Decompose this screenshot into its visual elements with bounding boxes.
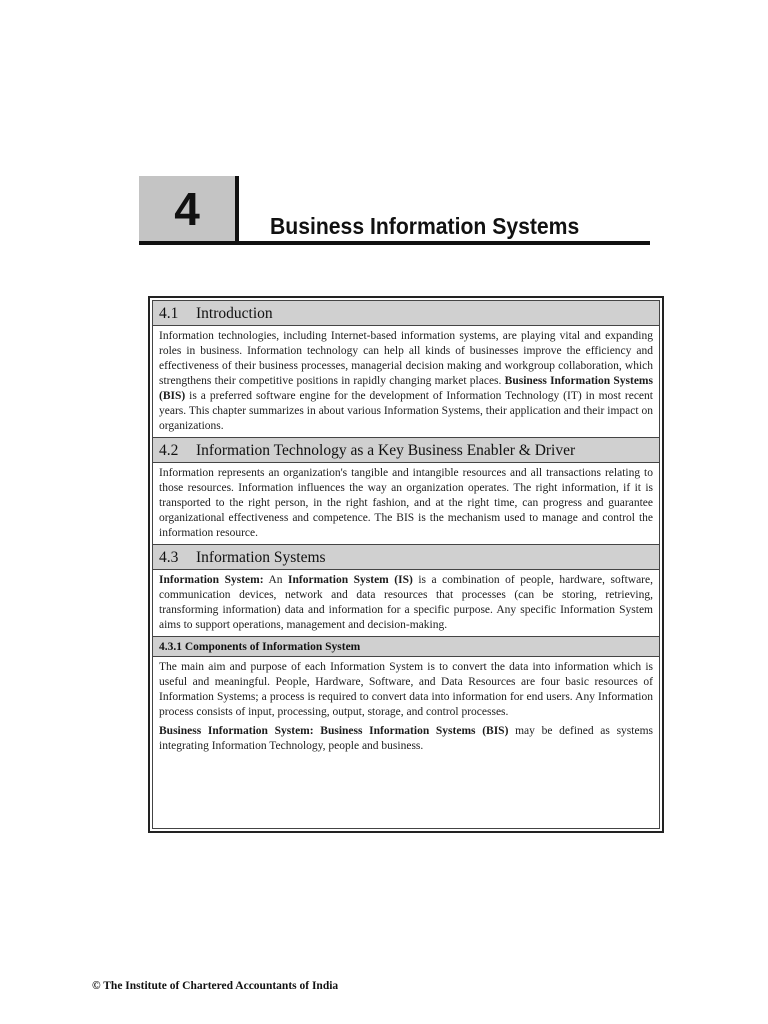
section-title: Information Systems	[196, 549, 326, 566]
section-4-2-body	[153, 463, 659, 545]
body-text: is a preferred software engine for the development of Information Technology (IT) in most recent years. This chapter summarizes in about various Information Systems, their application and their impact on organizations.	[159, 390, 653, 432]
paragraph: Information represents an organization's tangible and intangible resources and all transactions relating to those resources. Information influences the way an organization operates. The right information, if it is transported to the right person, in the right fashion, and at the right time, can progress and guarantee organizational effectiveness and competence. The BIS is the mechanism used to manage and control the information resource.	[159, 467, 653, 539]
chapter-title: Business Information Systems	[270, 213, 580, 239]
body-bold-text: Information System:	[159, 574, 264, 586]
section-title: Information Technology as a Key Business Enabler & Driver	[196, 442, 576, 459]
section-title: Introduction	[196, 305, 273, 322]
body-text: An	[263, 574, 289, 586]
paragraph	[159, 573, 653, 633]
section-4-1-heading	[153, 301, 659, 326]
section-4-2-heading	[153, 438, 659, 463]
body-bold-text: Business Information Systems (BIS)	[159, 375, 653, 402]
body-text: is a combination of people, hardware, software, communication devices, network and data resources that processes (can be storing, retrieving, transforming information) data and information for a specific purpose. Any specific Information System aims to support operations, management and decision-making.	[159, 574, 653, 631]
section-number: 4.2	[159, 442, 179, 459]
section-number: 4.3	[159, 549, 179, 566]
paragraph: The main aim and purpose of each Information System is to convert the data into information which is useful and meaningful. People, Hardware, Software, and Data Resources are four basic resources of Information Systems; a process is required to convert data into information for end users. Any Information process consists of input, processing, output, storage, and control processes.	[159, 661, 653, 718]
section-4-3-body	[153, 570, 659, 637]
paragraph	[159, 329, 653, 434]
body-bold-text: Information System (IS)	[288, 574, 413, 586]
section-4-3-heading	[153, 545, 659, 570]
section-number: 4.1	[159, 305, 179, 322]
content-table	[152, 300, 660, 829]
section-4-3-1-heading: 4.3.1 Components of Information System	[153, 637, 659, 657]
copyright-footer: © The Institute of Chartered Accountants of India	[92, 980, 339, 992]
paragraph	[159, 724, 653, 754]
section-4-3-1-body	[153, 657, 659, 757]
body-text: may be defined as systems integrating Information Technology, people and business.	[159, 725, 653, 752]
chapter-divider	[235, 176, 239, 243]
body-text: Information technologies, including Internet-based information systems, are playing vital and expanding roles in business. Information technology can help all kinds of businesses improve the efficiency and effectiveness of their business processes, managerial decision making and workgroup collaboration, which strengthens their competitive positions in rapidly changing market places.	[159, 330, 653, 387]
chapter-underline	[139, 241, 650, 245]
section-4-1-body	[153, 326, 659, 438]
body-bold-text: Business Information System: Business Information Systems (BIS)	[159, 725, 509, 737]
content-frame	[148, 296, 664, 833]
chapter-number: 4	[139, 176, 235, 242]
